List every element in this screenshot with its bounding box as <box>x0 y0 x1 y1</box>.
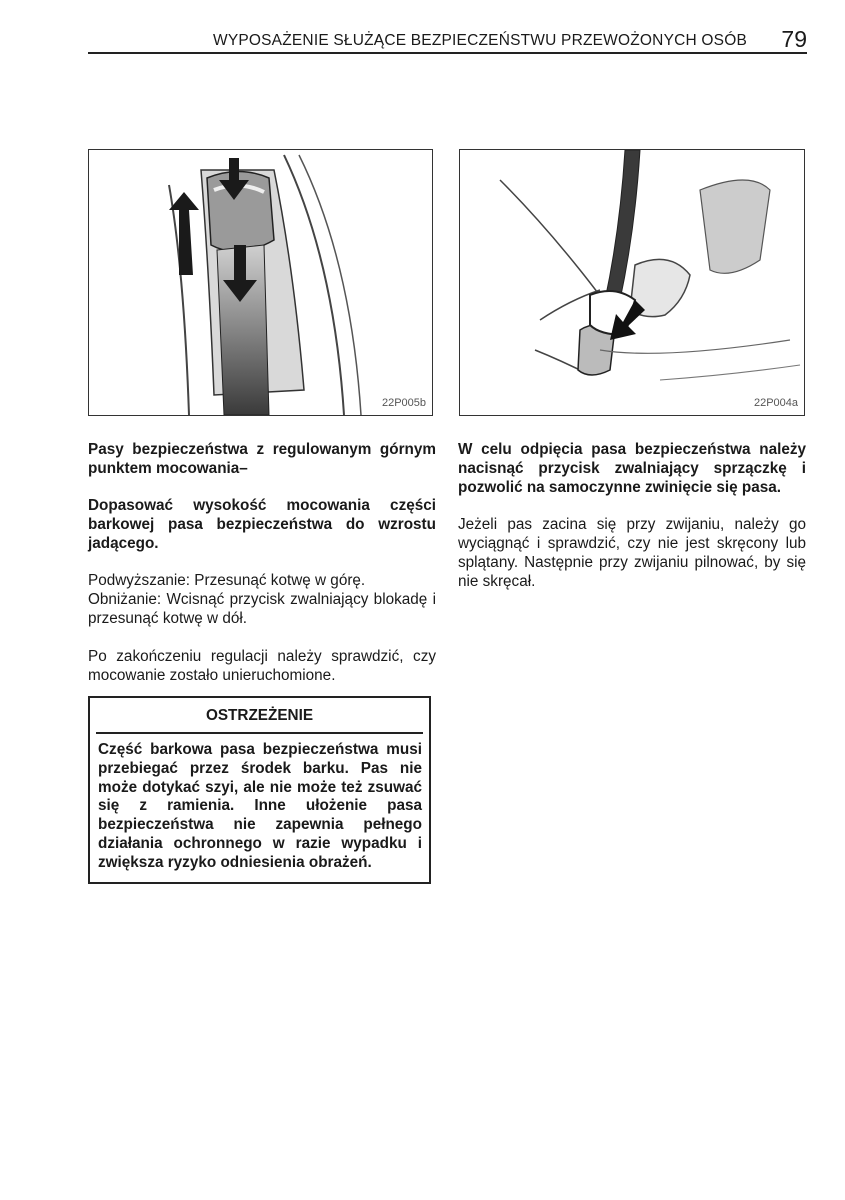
lower-instruction: Obniżanie: Wcisnąć przycisk zwalniający blokadę i przesunąć kotwę w dół. <box>88 591 436 627</box>
page-number: 79 <box>781 26 807 52</box>
warning-box <box>88 696 431 884</box>
seatbelt-buckle-release-illustration <box>460 150 804 415</box>
warning-body: Część barkowa pasa bezpieczeństwa musi przebiegać przez środek barku. Pas nie może dotykać szyi, ale nie może też zsuwać się z ramienia. Inne ułożenie pasa bezpieczeństwa nie zapewnia pełnego działania ochronnego w razie wypadku i zwiększa ryzyko odniesienia obrażeń. <box>98 741 422 871</box>
buckle-release-figure <box>459 149 805 416</box>
instruction-heading: Dopasować wysokość mocowania części barkowej pasa bezpieczeństwa do wzrostu jadącego. <box>88 497 436 552</box>
header-title: WYPOSAŻENIE SŁUŻĄCE BEZPIECZEŃSTWU PRZEWOŻONYCH OSÓB <box>212 32 747 49</box>
left-column <box>88 440 436 704</box>
right-column <box>458 440 806 610</box>
page-header <box>88 26 807 54</box>
warning-title: OSTRZEŻENIE <box>96 698 423 734</box>
raise-instruction: Podwyższanie: Przesunąć kotwę w górę. <box>88 572 366 589</box>
release-body: Jeżeli pas zacina się przy zwijaniu, należy go wyciągnąć i sprawdzić, czy nie jest skręcony lub splątany. Następnie przy zwijaniu pilnować, by się nie skręcał. <box>458 516 806 590</box>
section-heading: Pasy bezpieczeństwa z regulowanym górnym punktem mocowania– <box>88 441 436 477</box>
seatbelt-anchor-adjust-illustration <box>89 150 432 415</box>
seatbelt-anchor-figure <box>88 149 433 416</box>
release-heading: W celu odpięcia pasa bezpieczeństwa należy nacisnąć przycisk zwalniający sprzączkę i pozwolić na samoczynne zwinięcie się pasa. <box>458 441 806 496</box>
figure-code: 22P005b <box>381 397 426 409</box>
check-instruction: Po zakończeniu regulacji należy sprawdzić, czy mocowanie zostało unieruchomione. <box>88 648 436 684</box>
figure-code: 22P004a <box>753 397 798 409</box>
